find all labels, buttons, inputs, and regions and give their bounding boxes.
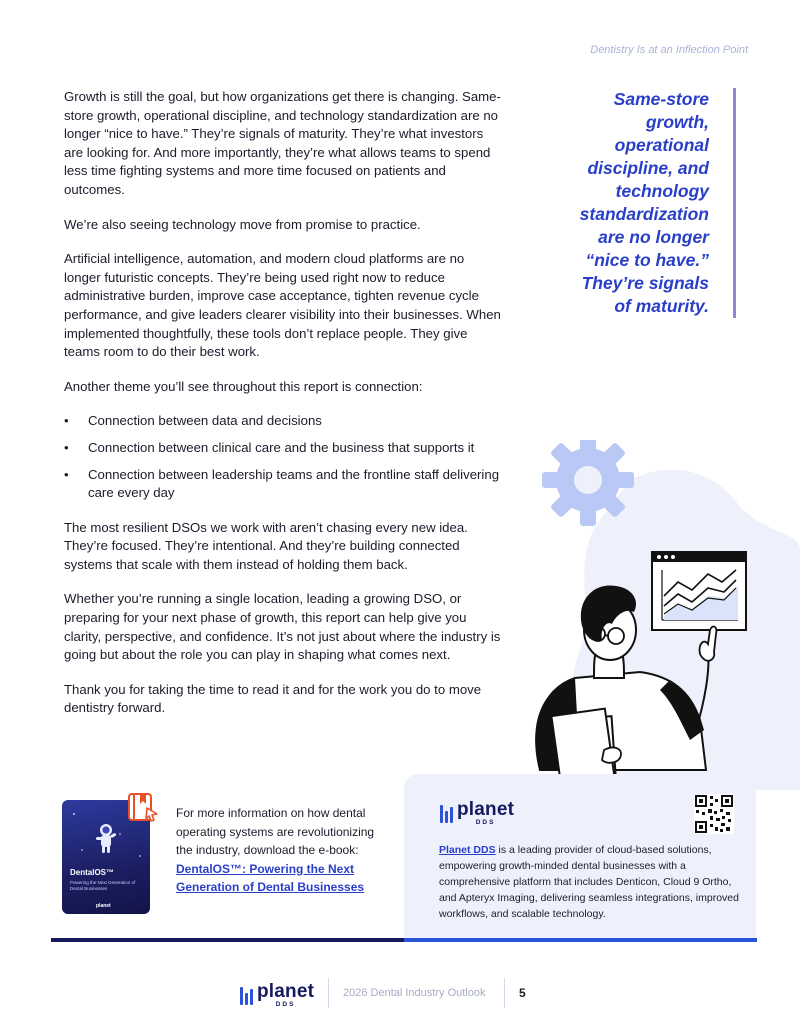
ebook-cover-subtitle: Powering the Next Generation of Dental Businesses: [70, 880, 136, 891]
ebook-cover-title: DentalOS™: [70, 868, 115, 877]
logo-subtext: DDS: [475, 819, 496, 826]
footer-rule-dark: [51, 938, 404, 942]
ebook-promo: [62, 790, 392, 920]
company-description: [439, 842, 739, 922]
paragraph: Artificial intelligence, automation, and modern cloud platforms are no longer futuristic concepts. They’re being used right now to reduce administrative burden, improve case acceptance, tighten revenue cycle performance, and give leaders clearer visibility into their businesses. When implemented thoughtfully, these tools don’t replace people. They give teams room to do their best work.: [64, 251, 501, 360]
footer-divider: [328, 978, 329, 1008]
qr-code-icon[interactable]: [694, 794, 734, 834]
list-item: • Connection between leadership teams and the frontline staff delivering care every day: [64, 466, 504, 503]
bullet-list: [64, 412, 504, 502]
company-name-link[interactable]: Planet DDS: [439, 844, 496, 856]
list-item: • Connection between clinical care and the business that supports it: [64, 439, 504, 458]
ebook-cover-logo: planet: [96, 903, 111, 909]
page-number: 5: [519, 986, 526, 1000]
logo-wordmark: planet: [457, 799, 515, 820]
body-text: [64, 88, 504, 734]
company-info-box: [404, 774, 756, 940]
paragraph: Whether you’re running a single location, leading a growing DSO, or preparing for your next phase of growth, this report can help give you clarity, perspective, and confidence. It’s not just about where the industry is going but about the role you can play in shaping what comes next.: [64, 591, 501, 663]
footer-divider: [504, 978, 505, 1008]
footer-planet-dds-logo: [240, 982, 314, 1009]
illustration: [520, 440, 800, 790]
footer-report-title: 2026 Dental Industry Outlook: [343, 987, 486, 999]
paragraph: Thank you for taking the time to read it and for the work you do to move dentistry forward.: [64, 681, 482, 716]
astronaut-icon: [96, 824, 117, 853]
planet-dds-logo: [440, 800, 514, 827]
promo-text: [176, 804, 386, 897]
running-header: Dentistry Is at an Inflection Point: [590, 44, 748, 56]
paragraph: We’re also seeing technology move from promise to practice.: [64, 216, 421, 232]
ebook-download-link[interactable]: DentalOS™: Powering the Next Generation of Dental Businesses: [176, 861, 365, 895]
planet-logo-icon: [240, 985, 253, 1005]
planet-logo-icon: [440, 803, 453, 823]
paragraph: Growth is still the goal, but how organizations get there is changing. Same-store growth, operational discipline, and technology standardization are no longer “nice to have.” They’re signals of maturity. They’re what investors are looking for. And more importantly, they’re what allows teams to spend less time fighting systems and more time focused on patients and outcomes.: [64, 89, 501, 197]
company-description-text: is a leading provider of cloud-based solutions, empowering growth-minded dental businesses with a comprehensive platform that includes Denticon, Cloud 9 Ortho, and Apteryx Imaging, delivering seamless integrations, improved workflows, and scalable technology.: [439, 844, 739, 920]
paragraph: The most resilient DSOs we work with aren’t chasing every new idea. They’re focused. They’re intentional. And they’re building connected systems that scale with them instead of holding them back.: [64, 519, 468, 572]
bookmark-book-icon: [126, 790, 160, 824]
pull-quote: Same-store growth, operational discipline, and technology standardization are no longer “nice to have.” They’re signals of maturity.: [566, 88, 736, 318]
page-footer: [0, 978, 800, 1008]
line-chart-icon: [652, 552, 746, 630]
footer-rule-blue: [404, 938, 757, 942]
paragraph: Another theme you’ll see throughout this report is connection:: [64, 378, 423, 394]
logo-subtext: DDS: [275, 1001, 296, 1008]
list-item: • Connection between data and decisions: [64, 412, 504, 431]
logo-wordmark: planet: [257, 981, 315, 1002]
promo-description: For more information on how dental operating systems are revolutionizing the industry, download the e-book:: [176, 806, 375, 858]
